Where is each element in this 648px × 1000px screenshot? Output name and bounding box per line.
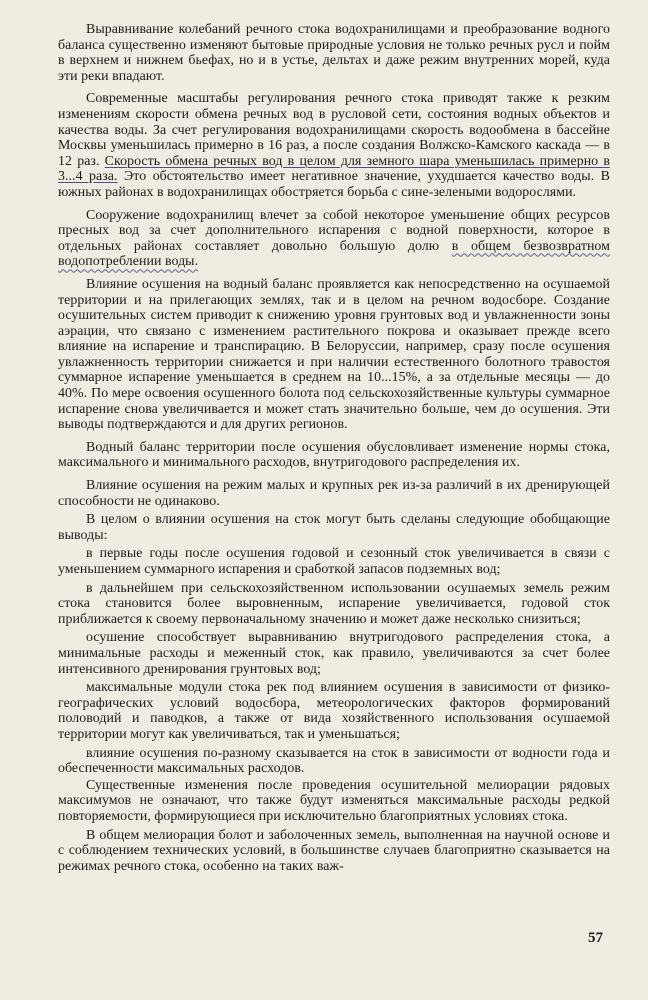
text-span: В общем мелиорация болот и заболоченных земель, выполненная на научной основе и с соблюдением технических условий, в большинстве случаев благоприятно сказывается на режимах речного стока, особенно на таких важ-	[58, 827, 610, 874]
paragraph-rare-maxima	[58, 778, 610, 825]
list-item-later-use	[58, 581, 610, 628]
paragraph-general-conclusions	[58, 512, 610, 543]
paragraph-drainage-water-balance	[58, 277, 610, 433]
underlined-text: Скорость обмена речных вод в целом для земного шара уменьшилась примерно в 3...4 раза.	[58, 153, 610, 185]
paragraph-water-balance-after-drainage	[58, 440, 610, 471]
list-item-maximum-modules	[58, 680, 610, 742]
wavy-underlined-text: в общем безвозвратном водопотреблении воды.	[58, 238, 610, 270]
paragraph-reclamation-summary	[58, 828, 610, 875]
text-span: осушение способствует выравниванию внутригодового распределения стока, а минимальные расходы и меженный сток, как правило, увеличиваются за счет более интенсивного дренирования грунтовых вод;	[58, 630, 610, 677]
text-span: Выравнивание колебаний речного стока водохранилищами и преобразование водного баланса существенно изменяют бытовые природные условия не только речных русл и пойм в верхнем и нижнем бьефах, но и в устье, дельтах и даже режим внутренних морей, куда эти реки впадают.	[58, 22, 610, 84]
paragraph-evaporation-losses	[58, 208, 610, 270]
text-span: Это обстоятельство имеет негативное значение, ухудшается качество воды. В южных районах в водохранилищах обостряется борьба с сине-зелеными водорослями.	[58, 169, 610, 200]
body-text	[58, 22, 610, 875]
text-span: В целом о влиянии осушения на сток могут быть сделаны следующие обобщающие выводы:	[58, 512, 610, 543]
text-span: Современные масштабы регулирования речного стока приводят также к резким изменениям скорости обмена речных вод в русловой сети, состояния водных объектов и качества воды. За счет регулирования водохранилищами скорость водообмена в бассейне Москвы уменьшилась примерно в 16 раз, а после создания Волжско-Камского каскада — в 12 раз.	[58, 91, 610, 169]
paragraph-rivers-differences	[58, 478, 610, 509]
text-span: в дальнейшем при сельскохозяйственном использовании осушаемых земель режим стока становится более выровненным, испарение увеличивается, годовой сток приближается к своему первоначальному значению и может даже несколько снизиться;	[58, 580, 610, 627]
paragraph-water-exchange-rate	[58, 91, 610, 200]
text-span: влияние осушения по-разному сказывается на сток в зависимости от водности года и обеспеченности максимальных расходов.	[58, 745, 610, 777]
text-span: Влияние осушения на режим малых и крупных рек из-за различий в их дренирующей способности не одинаково.	[58, 478, 610, 509]
text-span: в первые годы после осушения годовой и сезонный сток увеличивается в связи с уменьшением суммарного испарения и сработкой запасов подземных вод;	[58, 546, 610, 577]
text-span: Водный баланс территории после осушения обусловливает изменение нормы стока, максимального и минимального расходов, внутригодового распределения их.	[58, 439, 610, 471]
list-item-equalization	[58, 630, 610, 677]
text-span: Сооружение водохранилищ влечет за собой некоторое уменьшение общих ресурсов пресных вод за счет дополнительного испарения с водной поверхности, которое в отдельных районах составляет довольно большую долю	[58, 207, 610, 254]
page-number: 57	[588, 930, 603, 946]
text-span: максимальные модули стока рек под влиянием осушения в зависимости от физико-географических условий водосбора, метеорологических факторов формирований половодий и паводков, а также от вида хозяйственного использования осушаемой территории могут как увеличиваться, так и уменьшаться;	[58, 680, 610, 742]
text-span: Существенные изменения после проведения осушительной мелиорации рядовых максимумов не означают, что также будут изменяться максимальные расходы редкой повторяемости, формирующиеся при исключительно благоприятных условиях стока.	[58, 777, 610, 824]
list-item-wetness-of-year	[58, 746, 610, 777]
list-item-first-years	[58, 546, 610, 577]
text-span: Влияние осушения на водный баланс проявляется как непосредственно на осушаемой территории и на прилегающих землях, так и в целом на речном водосборе. Создание осушительных систем приводит к снижению уровня грунтовых вод и увлажненности зоны аэрации, что связано с изменением растительного покрова и оказывает прежде всего влияние на испарение и транспирацию. В Белоруссии, например, сразу после осушения увлажненность территории снижается и при наличии естественного болотного травостоя суммарное испарение уменьшается в среднем на 10...15%, а за отдельные месяцы — до 40%. По мере освоения осушенного болота под сельскохозяйственные культуры суммарное испарение снова увеличивается и может стать значительно больше, чем до осушения. Эти выводы подтверждаются и для других регионов.	[58, 276, 610, 433]
paragraph-reservoir-regulation	[58, 22, 610, 84]
